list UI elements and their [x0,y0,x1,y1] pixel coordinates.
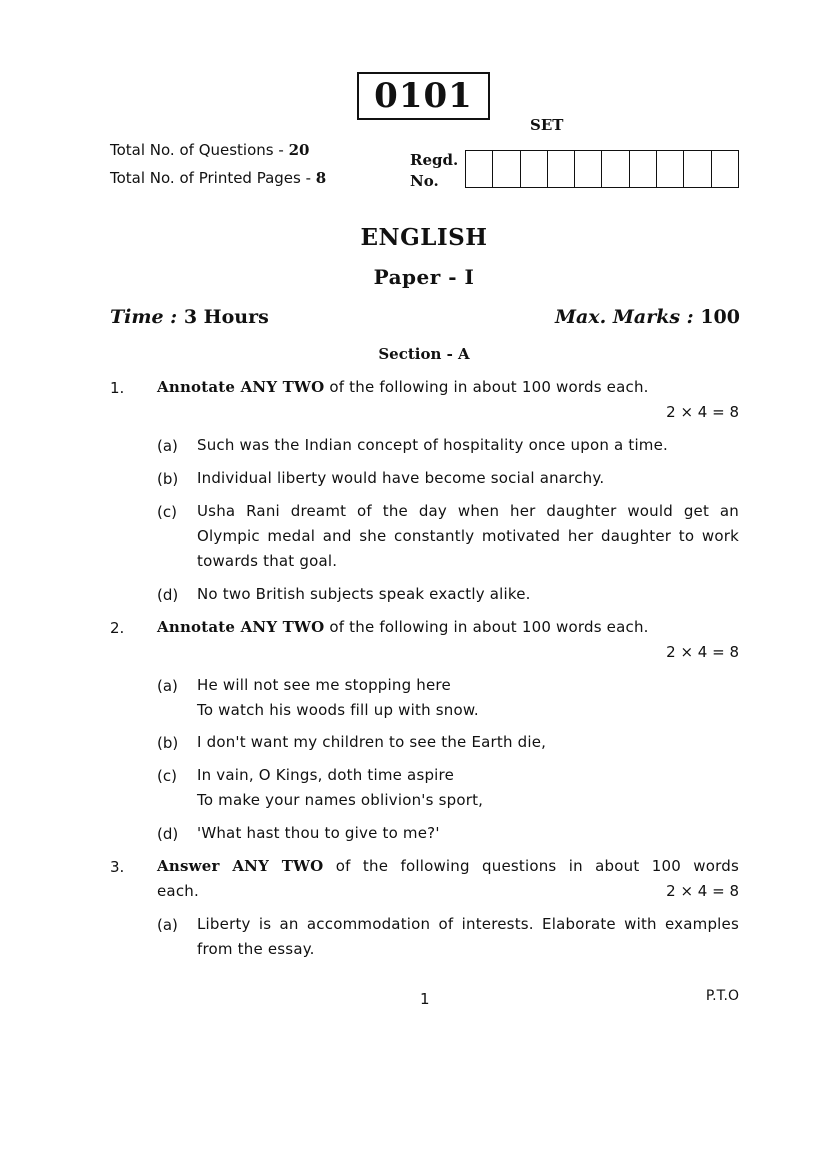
question-number: 2. [110,619,125,637]
item-label: (a) [157,677,178,695]
total-pages-label: Total No. of Printed Pages - [110,169,316,187]
item-verse [197,763,739,813]
regd-box[interactable] [575,151,602,187]
instruction-text: of the following in about 100 words each. [324,618,649,636]
verse-line: To make your names oblivion's sport, [197,791,484,809]
instruction-text: of the following in about 100 words each. [324,378,649,396]
instruction-bold: Annotate ANY TWO [157,618,325,636]
total-questions-value: 20 [288,141,310,159]
question-number: 1. [110,379,125,397]
item-label: (d) [157,825,179,843]
item-text: Usha Rani dreamt of the day when her daughter would get an Olympic medal and she constantly motivated her daughter to work towards that goal. [197,502,739,570]
time-info [110,306,269,328]
question-marks: 2 × 4 = 8 [666,403,739,421]
question-marks: 2 × 4 = 8 [666,643,739,661]
regd-box[interactable] [712,151,738,187]
item-label: (a) [157,916,178,934]
max-marks-info [555,306,740,328]
pto-label: P.T.O [705,988,739,1004]
page-number: 1 [420,990,430,1008]
item-text: Such was the Indian concept of hospitality once upon a time. [197,436,669,454]
instruction-bold: Answer ANY TWO [157,857,324,875]
paper-code: 0101 [357,72,490,120]
time-value: 3 Hours [183,306,269,328]
question-number: 3. [110,858,125,876]
section-heading: Section - A [378,345,470,363]
question-marks: 2 × 4 = 8 [666,882,739,900]
question-instruction [157,615,739,640]
regd-box[interactable] [493,151,520,187]
paper-title: Paper - I [373,265,475,289]
instruction-bold: Annotate ANY TWO [157,378,325,396]
item-label: (c) [157,767,177,785]
item-label: (b) [157,734,179,752]
regd-label-line2: No. [410,172,439,190]
subject-title: ENGLISH [360,224,488,251]
item-text: Liberty is an accommodation of interests. Elaborate with examples from the essay. [197,915,739,958]
total-questions [110,141,309,159]
item-label: (d) [157,586,179,604]
verse-line: To watch his woods fill up with snow. [197,701,479,719]
regd-number-boxes[interactable] [465,150,739,188]
total-questions-label: Total No. of Questions - [110,141,289,159]
item-verse [197,673,739,723]
verse-line: In vain, O Kings, doth time aspire [197,766,455,784]
item-text: Individual liberty would have become social anarchy. [197,469,605,487]
total-pages [110,169,326,187]
regd-box[interactable] [521,151,548,187]
question-instruction-cont: each. [157,882,199,900]
question-instruction [157,854,739,879]
question-instruction [157,375,739,400]
regd-box[interactable] [466,151,493,187]
regd-box[interactable] [657,151,684,187]
instruction-text: of the following questions in about 100 words [323,857,739,875]
item-text: I don't want my children to see the Earth die, [197,733,547,751]
max-marks-label: Max. Marks : [554,306,694,328]
max-marks-value: 100 [700,306,740,328]
set-label: SET [530,116,564,134]
regd-box[interactable] [684,151,711,187]
regd-box[interactable] [548,151,575,187]
item-text: No two British subjects speak exactly alike. [197,585,531,603]
total-pages-value: 8 [315,169,327,187]
regd-box[interactable] [630,151,657,187]
item-text: 'What hast thou to give to me?' [197,824,440,842]
verse-line: He will not see me stopping here [197,676,451,694]
item-label: (c) [157,503,177,521]
regd-box[interactable] [602,151,629,187]
item-label: (a) [157,437,178,455]
regd-label-line1: Regd. [410,151,459,169]
regd-label [410,150,458,192]
item-label: (b) [157,470,179,488]
time-label: Time : [110,306,178,328]
